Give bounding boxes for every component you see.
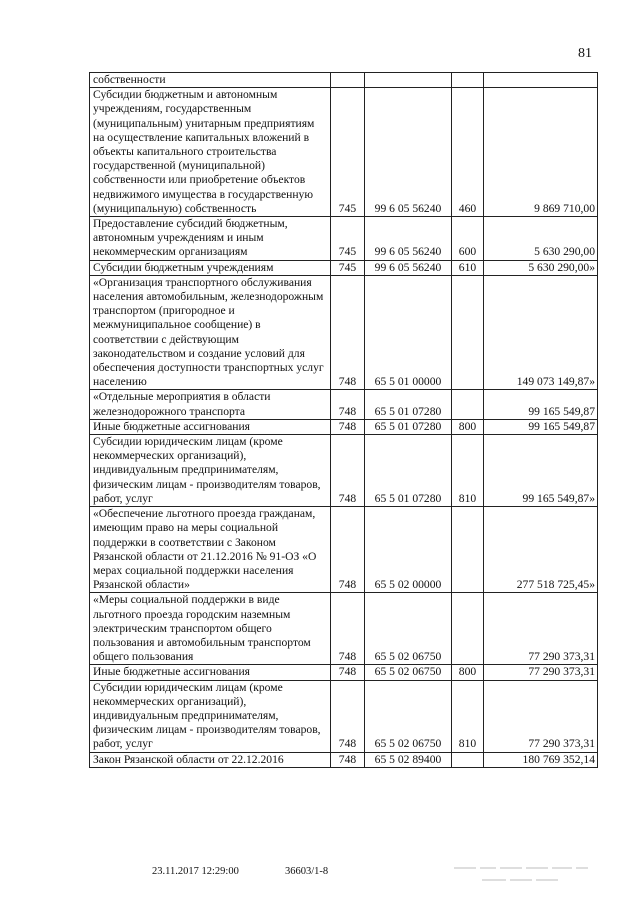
table-row — [90, 390, 598, 419]
row-amount: 99 165 549,87» — [484, 435, 598, 507]
row-expense-type — [452, 593, 484, 665]
row-description: собственности — [90, 73, 331, 88]
budget-table — [89, 72, 598, 768]
row-target-article: 99 6 05 56240 — [365, 217, 452, 261]
row-department-code: 748 — [331, 680, 365, 752]
row-description: «Обеспечение льготного проезда гражданам, имеющим право на меры социальной поддержки в соответствии с Законом Рязанской области от 21.12.2016 № 91-ОЗ «О мерах социальной поддержки населения Рязанской области» — [90, 507, 331, 593]
table-row — [90, 419, 598, 434]
footer-date: 23.11.2017 12:29:00 — [152, 866, 239, 877]
row-target-article: 65 5 01 00000 — [365, 275, 452, 390]
row-description: «Организация транспортного обслуживания населения автомобильным, железнодорожным транспортом (пригородное и межмуниципальное сообщение) в соответствии с действующим законодательством и создание условий для обеспечения доступности транспортных услуг населению — [90, 275, 331, 390]
table-row — [90, 507, 598, 593]
row-target-article: 65 5 02 06750 — [365, 680, 452, 752]
row-expense-type — [452, 275, 484, 390]
row-target-article: 65 5 01 07280 — [365, 419, 452, 434]
row-description: Субсидии бюджетным учреждениям — [90, 260, 331, 275]
row-expense-type: 600 — [452, 217, 484, 261]
row-description: Иные бюджетные ассигнования — [90, 419, 331, 434]
row-amount: 77 290 373,31 — [484, 680, 598, 752]
row-department-code: 748 — [331, 275, 365, 390]
row-target-article: 65 5 02 06750 — [365, 665, 452, 680]
row-department-code: 748 — [331, 435, 365, 507]
row-expense-type: 810 — [452, 435, 484, 507]
row-amount: 9 869 710,00 — [484, 88, 598, 217]
table-row — [90, 680, 598, 752]
footer-doc-id: 36603/1-8 — [285, 866, 329, 877]
row-amount: 180 769 352,14 — [484, 752, 598, 767]
row-amount: 99 165 549,87 — [484, 419, 598, 434]
row-amount: 99 165 549,87 — [484, 390, 598, 419]
row-description: Иные бюджетные ассигнования — [90, 665, 331, 680]
row-department-code: 748 — [331, 507, 365, 593]
row-description: «Отдельные мероприятия в области железнодорожного транспорта — [90, 390, 331, 419]
row-expense-type — [452, 390, 484, 419]
table-row — [90, 88, 598, 217]
table-row — [90, 73, 598, 88]
page-number: 81 — [578, 46, 592, 61]
row-amount: 149 073 149,87» — [484, 275, 598, 390]
row-expense-type: 800 — [452, 419, 484, 434]
row-amount: 5 630 290,00 — [484, 217, 598, 261]
row-amount — [484, 73, 598, 88]
row-department-code: 748 — [331, 752, 365, 767]
row-target-article — [365, 73, 452, 88]
row-department-code: 748 — [331, 419, 365, 434]
row-target-article: 65 5 02 06750 — [365, 593, 452, 665]
row-amount: 77 290 373,31 — [484, 665, 598, 680]
row-expense-type: 810 — [452, 680, 484, 752]
row-target-article: 65 5 01 07280 — [365, 435, 452, 507]
row-department-code: 748 — [331, 593, 365, 665]
row-description: «Меры социальной поддержки в виде льготного проезда городским наземным электрическим транспортом общего пользования и автомобильным транспортом общего пользования — [90, 593, 331, 665]
row-target-article: 65 5 01 07280 — [365, 390, 452, 419]
row-amount: 77 290 373,31 — [484, 593, 598, 665]
electronic-stamp — [452, 860, 602, 888]
row-target-article: 99 6 05 56240 — [365, 88, 452, 217]
row-department-code: 745 — [331, 88, 365, 217]
row-description: Субсидии юридическим лицам (кроме некоммерческих организаций), индивидуальным предпринимателям, физическим лицам - производителям товаров, работ, услуг — [90, 680, 331, 752]
row-department-code: 745 — [331, 260, 365, 275]
table-row — [90, 752, 598, 767]
row-expense-type: 610 — [452, 260, 484, 275]
row-description: Закон Рязанской области от 22.12.2016 — [90, 752, 331, 767]
row-expense-type — [452, 73, 484, 88]
row-amount: 277 518 725,45» — [484, 507, 598, 593]
row-description: Субсидии юридическим лицам (кроме некоммерческих организаций), индивидуальным предпринимателям, физическим лицам - производителям товаров, работ, услуг — [90, 435, 331, 507]
table-row — [90, 260, 598, 275]
row-target-article: 65 5 02 89400 — [365, 752, 452, 767]
row-target-article: 65 5 02 00000 — [365, 507, 452, 593]
row-amount: 5 630 290,00» — [484, 260, 598, 275]
row-description: Предоставление субсидий бюджетным, автономным учреждениям и иным некоммерческим организациям — [90, 217, 331, 261]
row-expense-type: 800 — [452, 665, 484, 680]
row-expense-type — [452, 507, 484, 593]
table-row — [90, 217, 598, 261]
table-row — [90, 665, 598, 680]
table-row — [90, 435, 598, 507]
row-department-code: 748 — [331, 390, 365, 419]
row-department-code — [331, 73, 365, 88]
table-row — [90, 593, 598, 665]
row-description: Субсидии бюджетным и автономным учреждениям, государственным (муниципальным) унитарным предприятиям на осуществление капитальных вложений в объекты капитального строительства государственной (муниципальной) собственности или приобретение объектов недвижимого имущества в государственную (муниципальную) собственность — [90, 88, 331, 217]
row-department-code: 745 — [331, 217, 365, 261]
row-target-article: 99 6 05 56240 — [365, 260, 452, 275]
table-row — [90, 275, 598, 390]
row-department-code: 748 — [331, 665, 365, 680]
row-expense-type: 460 — [452, 88, 484, 217]
row-expense-type — [452, 752, 484, 767]
